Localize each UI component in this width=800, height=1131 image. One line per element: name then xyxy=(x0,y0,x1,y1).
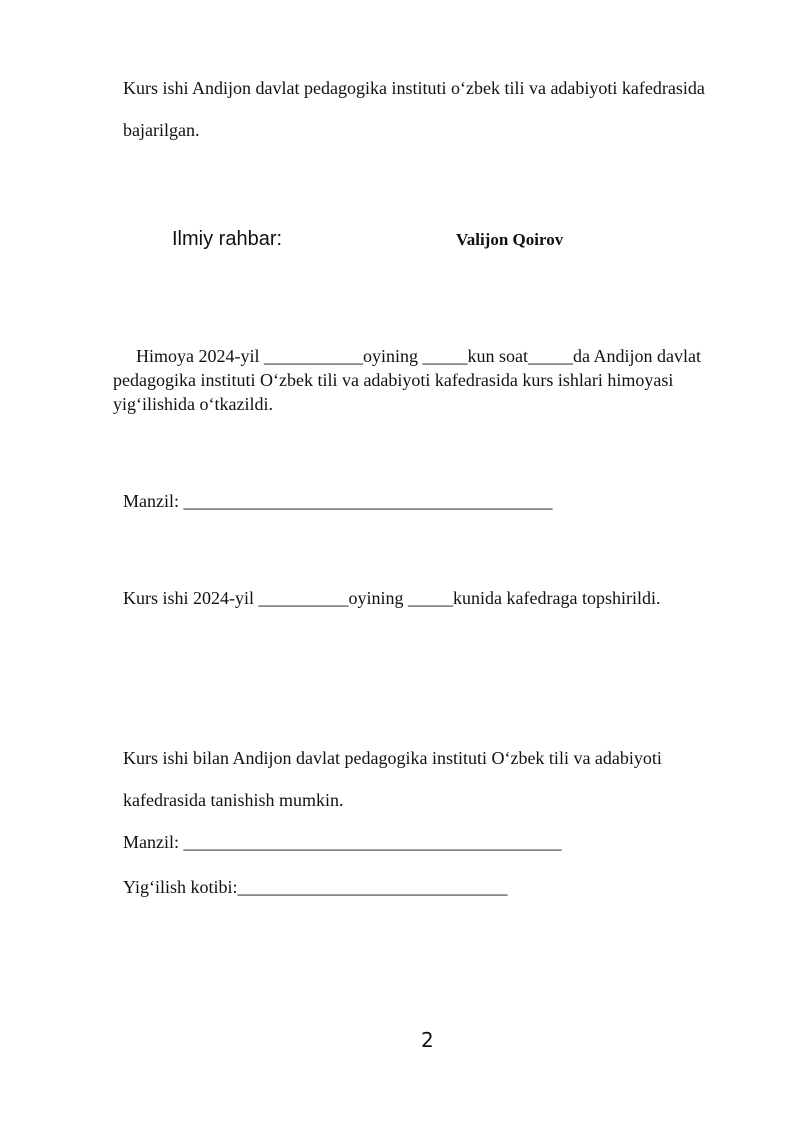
submission-line: Kurs ishi 2024-yil __________oyining _____kunida kafedraga topshirildi. xyxy=(123,588,661,608)
intro-line-1: Kurs ishi Andijon davlat pedagogika instituti o‘zbek tili va adabiyoti kafedrasida xyxy=(123,78,705,98)
review-line-1: Kurs ishi bilan Andijon davlat pedagogika instituti O‘zbek tili va adabiyoti xyxy=(123,748,662,768)
address-field-2: Manzil: __________________________________________ xyxy=(123,832,562,852)
address-field-1: Manzil: _________________________________________ xyxy=(123,491,553,511)
intro-line-2: bajarilgan. xyxy=(123,120,200,140)
supervisor-label: Ilmiy rahbar: xyxy=(172,228,283,250)
page-number: 2 xyxy=(421,1028,434,1052)
defense-line-1: Himoya 2024-yil ___________oyining _____kun soat_____da Andijon davlat xyxy=(136,346,701,366)
secretary-field: Yig‘ilish kotibi:______________________________ xyxy=(123,877,508,897)
defense-line-3: yig‘ilishida o‘tkazildi. xyxy=(113,394,273,414)
review-line-2: kafedrasida tanishish mumkin. xyxy=(123,790,344,810)
supervisor-name: Valijon Qoirov xyxy=(456,230,564,249)
defense-line-2: pedagogika instituti O‘zbek tili va adabiyoti kafedrasida kurs ishlari himoyasi xyxy=(113,370,674,390)
